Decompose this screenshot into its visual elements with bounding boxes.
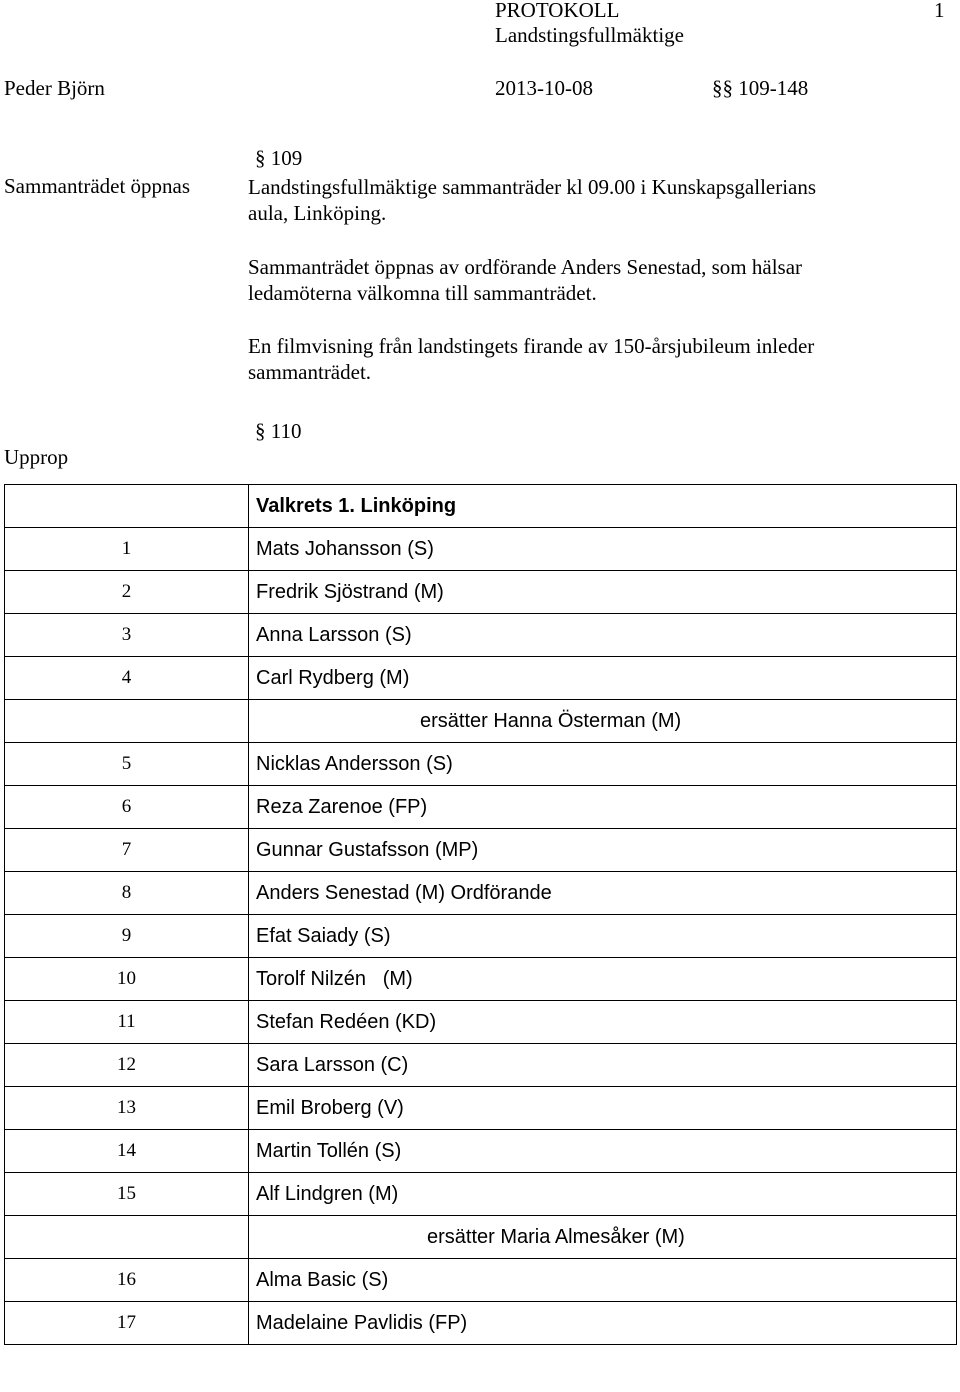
member-row	[5, 614, 957, 657]
member-row	[5, 1302, 957, 1345]
member-row	[5, 528, 957, 571]
substitute-note	[249, 700, 957, 743]
member-name: Anders Senestad (M) Ordförande	[249, 872, 957, 915]
roll-call-table	[4, 484, 957, 1345]
substitute-number-cell	[5, 700, 249, 743]
page-number: 1	[934, 0, 945, 22]
member-name: Emil Broberg (V)	[249, 1087, 957, 1130]
member-number: 16	[5, 1259, 249, 1302]
member-number: 3	[5, 614, 249, 657]
member-name: Anna Larsson (S)	[249, 614, 957, 657]
paragraph-line: Landstingsfullmäktige sammanträder kl 09.00 i Kunskapsgallerians	[248, 175, 817, 199]
table-header-spacer	[5, 485, 249, 528]
section-109-symbol: § 109	[255, 146, 303, 170]
member-row	[5, 1130, 957, 1173]
author-name: Peder Björn	[4, 76, 105, 100]
substitute-number-cell	[5, 1216, 249, 1259]
member-number: 8	[5, 872, 249, 915]
member-number: 10	[5, 958, 249, 1001]
member-name: Nicklas Andersson (S)	[249, 743, 957, 786]
member-name: Carl Rydberg (M)	[249, 657, 957, 700]
paragraph-line: ledamöterna välkomna till sammanträdet.	[248, 281, 597, 305]
member-row	[5, 1001, 957, 1044]
member-row	[5, 571, 957, 614]
substitute-note	[249, 1216, 957, 1259]
member-row	[5, 786, 957, 829]
member-number: 15	[5, 1173, 249, 1216]
member-number: 11	[5, 1001, 249, 1044]
meeting-date: 2013-10-08	[495, 76, 593, 100]
member-row	[5, 829, 957, 872]
substitute-row	[5, 700, 957, 743]
table-header-row	[5, 485, 957, 528]
member-row	[5, 1173, 957, 1216]
member-name: Reza Zarenoe (FP)	[249, 786, 957, 829]
doc-type-label: PROTOKOLL	[495, 0, 620, 22]
paragraph-range: §§ 109-148	[712, 76, 809, 100]
section-109-paragraph-2	[248, 254, 938, 306]
paragraph-line: sammanträdet.	[248, 360, 372, 384]
member-number: 5	[5, 743, 249, 786]
member-row	[5, 915, 957, 958]
section-110-symbol: § 110	[255, 419, 302, 443]
substitute-text: ersätter Hanna Österman (M)	[420, 709, 682, 732]
section-110-heading: Upprop	[4, 445, 69, 469]
member-number: 9	[5, 915, 249, 958]
member-name: Stefan Redéen (KD)	[249, 1001, 957, 1044]
member-row	[5, 1044, 957, 1087]
member-name: Torolf Nilzén (M)	[249, 958, 957, 1001]
member-name: Gunnar Gustafsson (MP)	[249, 829, 957, 872]
member-name: Efat Saiady (S)	[249, 915, 957, 958]
paragraph-line: En filmvisning från landstingets firande av 150-årsjubileum inleder	[248, 334, 815, 358]
substitute-text: ersätter Maria Almesåker (M)	[427, 1225, 685, 1248]
member-number: 6	[5, 786, 249, 829]
member-row	[5, 1087, 957, 1130]
member-name: Fredrik Sjöstrand (M)	[249, 571, 957, 614]
member-name: Alf Lindgren (M)	[249, 1173, 957, 1216]
section-109-paragraph-1	[248, 174, 938, 226]
member-name: Alma Basic (S)	[249, 1259, 957, 1302]
member-name: Sara Larsson (C)	[249, 1044, 957, 1087]
organisation-name: Landstingsfullmäktige	[495, 23, 684, 47]
member-row	[5, 958, 957, 1001]
paragraph-line: aula, Linköping.	[248, 201, 387, 225]
member-number: 17	[5, 1302, 249, 1345]
table-title: Valkrets 1. Linköping	[249, 485, 957, 528]
member-number: 13	[5, 1087, 249, 1130]
member-name: Mats Johansson (S)	[249, 528, 957, 571]
section-109-heading: Sammanträdet öppnas	[4, 174, 191, 198]
member-row	[5, 872, 957, 915]
member-number: 14	[5, 1130, 249, 1173]
member-name: Madelaine Pavlidis (FP)	[249, 1302, 957, 1345]
member-number: 2	[5, 571, 249, 614]
member-row	[5, 657, 957, 700]
member-number: 12	[5, 1044, 249, 1087]
member-name: Martin Tollén (S)	[249, 1130, 957, 1173]
substitute-row	[5, 1216, 957, 1259]
member-row	[5, 1259, 957, 1302]
member-number: 7	[5, 829, 249, 872]
member-row	[5, 743, 957, 786]
section-109-paragraph-3	[248, 333, 938, 385]
member-number: 4	[5, 657, 249, 700]
member-number: 1	[5, 528, 249, 571]
paragraph-line: Sammanträdet öppnas av ordförande Anders Senestad, som hälsar	[248, 255, 803, 279]
